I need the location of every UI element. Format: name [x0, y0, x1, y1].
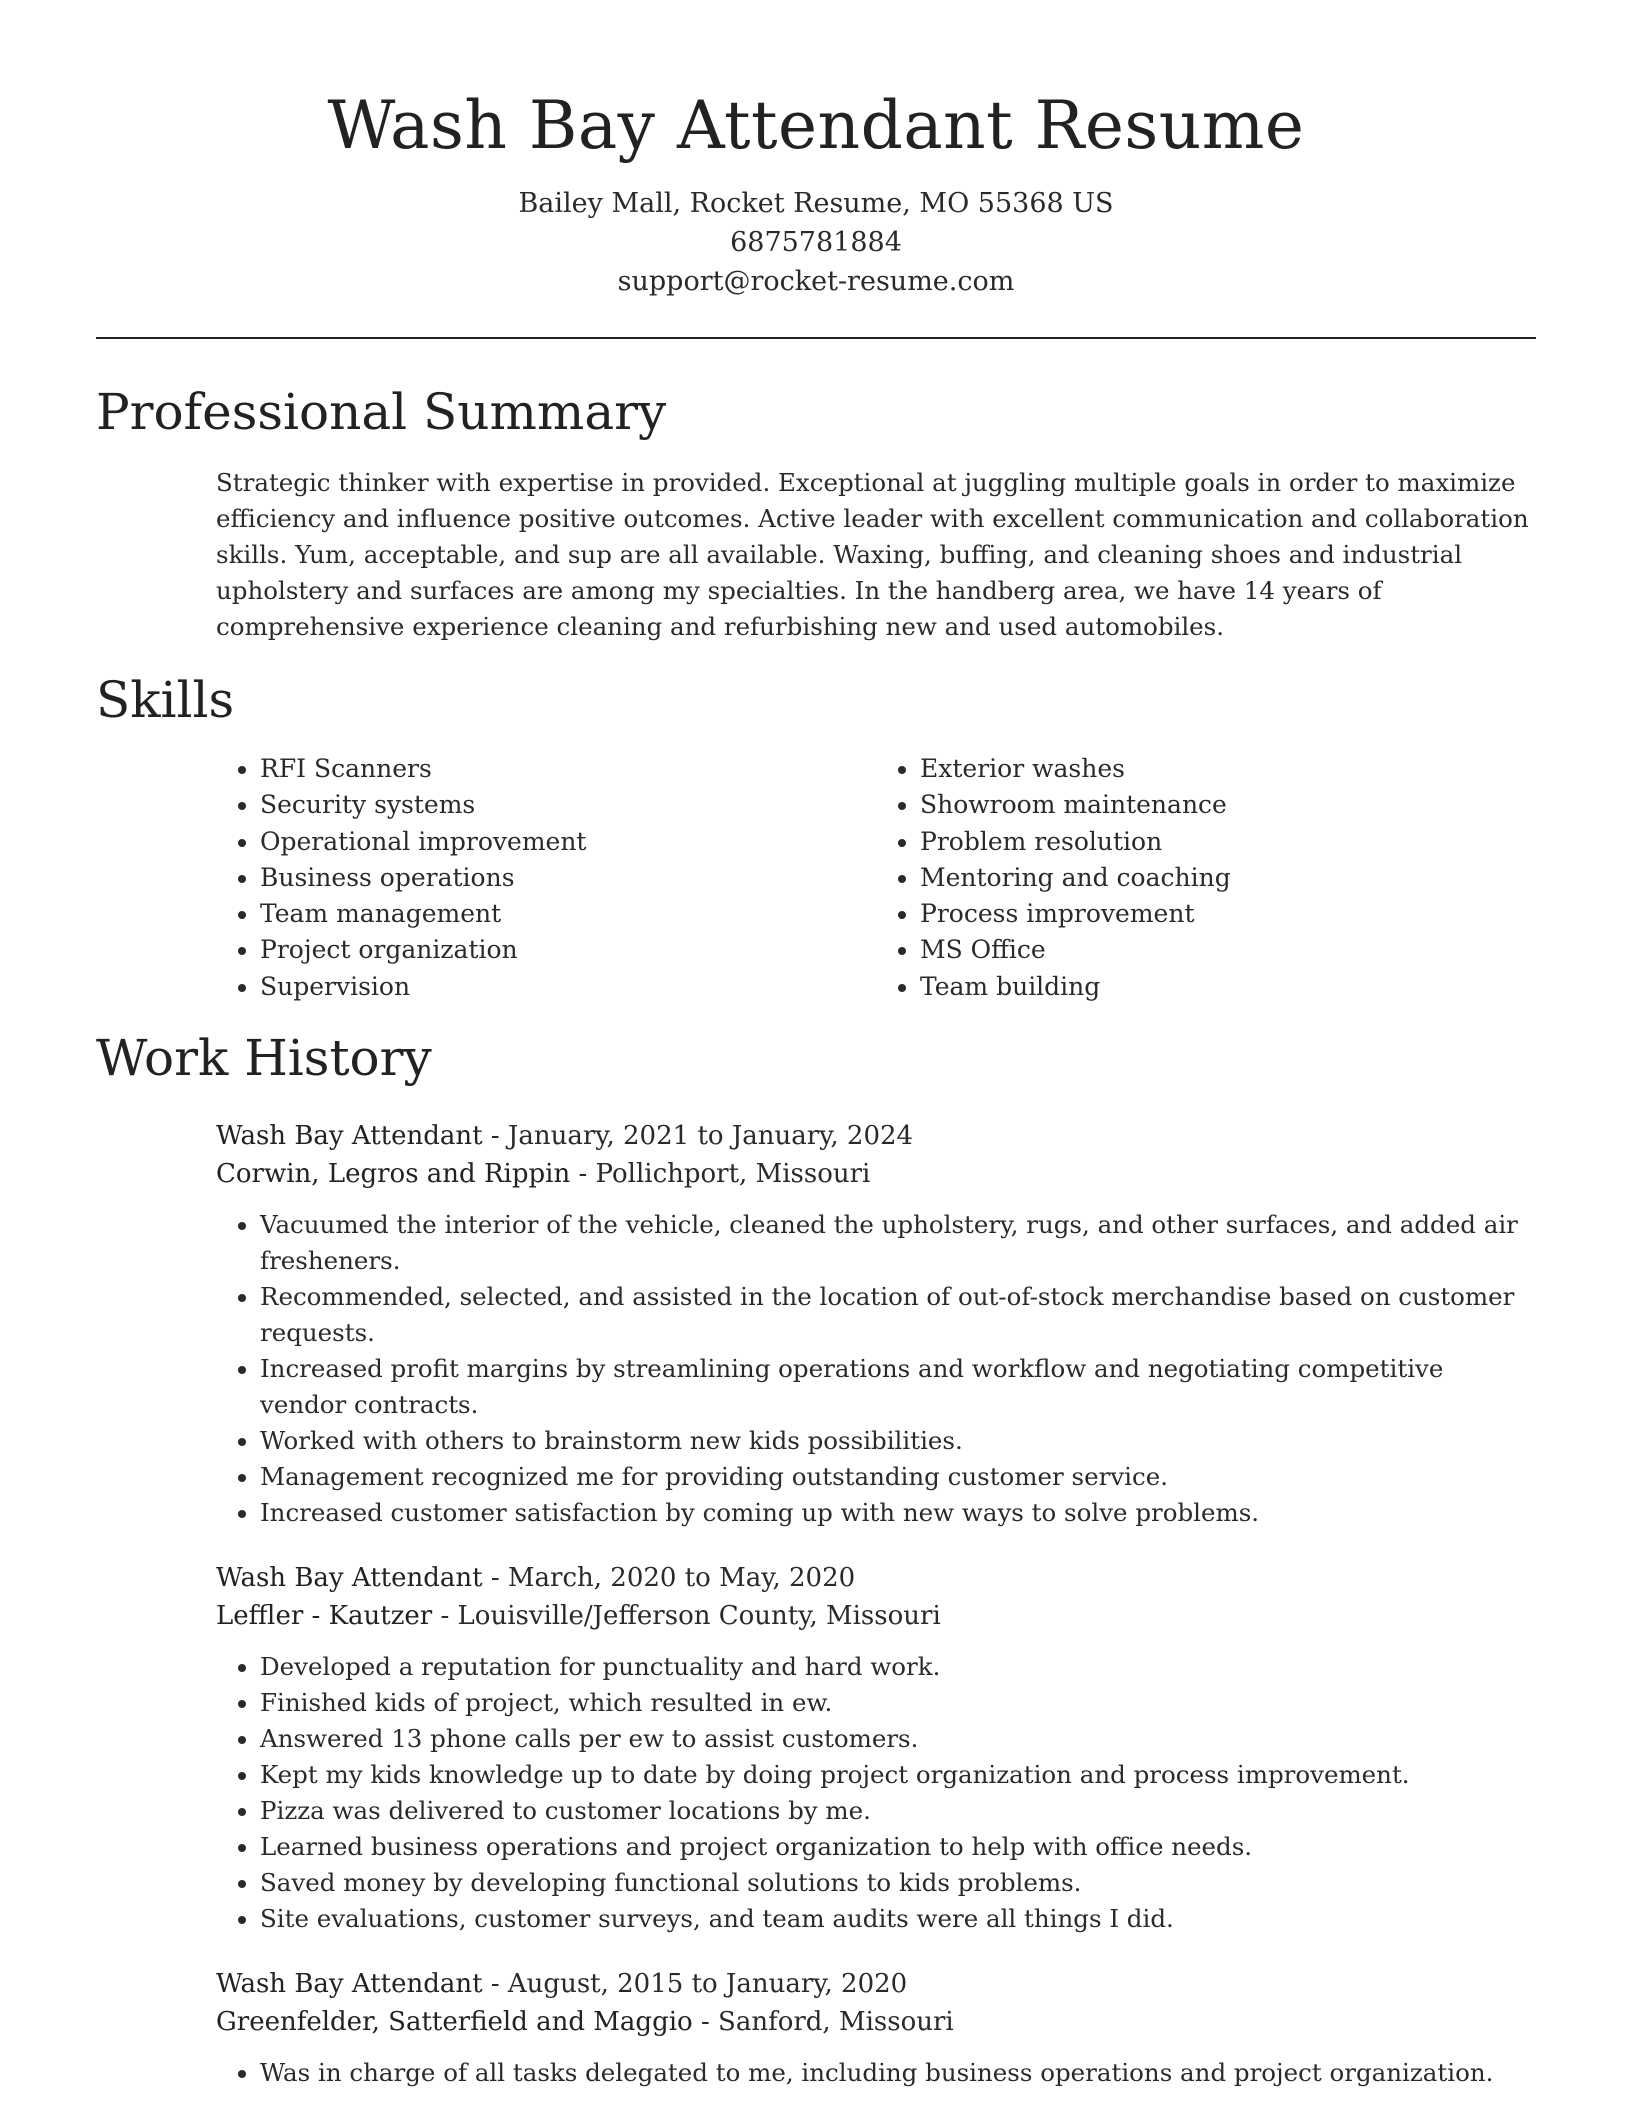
- duty-item: • Saved money by developing functional solutions to kids problems.: [260, 1865, 1536, 1901]
- job-duties: [216, 1649, 1536, 1937]
- job-location: Pollichport, Missouri: [595, 1159, 871, 1190]
- job-dates: March, 2020 to May, 2020: [507, 1563, 856, 1594]
- duty-item: • Kept my kids knowledge up to date by doing project organization and process improvement.: [260, 1757, 1536, 1793]
- skill-item: • Supervision: [260, 969, 876, 1005]
- header-divider: [96, 337, 1536, 339]
- section-title-skills: Skills: [96, 671, 235, 729]
- skill-item: • Business operations: [260, 860, 876, 896]
- duty-item: • Pizza was delivered to customer locations by me.: [260, 1793, 1536, 1829]
- duty-item: • Increased customer satisfaction by coming up with new ways to solve problems.: [260, 1495, 1536, 1531]
- summary-text: Strategic thinker with expertise in provided. Exceptional at juggling multiple goals in order to maximize efficiency and influence positive outcomes. Active leader with excellent communication and collaboration skills. Yum, acceptable, and sup are all available. Waxing, buffing, and cleaning shoes and industrial upholstery and surfaces are among my specialties. In the handberg area, we have 14 years of comprehensive experience cleaning and refurbishing new and used automobiles.: [216, 468, 1529, 641]
- skills-column-right: [876, 751, 1536, 1005]
- job-location: Sanford, Missouri: [718, 2007, 954, 2038]
- duty-item: • Developed a reputation for punctuality and hard work.: [260, 1649, 1536, 1685]
- section-title-summary: Professional Summary: [96, 383, 667, 441]
- job-dates: January, 2021 to January, 2024: [507, 1121, 914, 1152]
- skill-item: • Security systems: [260, 787, 876, 823]
- job-title: Wash Bay Attendant: [216, 1563, 483, 1594]
- skill-item: • MS Office: [920, 932, 1536, 968]
- duty-item: • Was in charge of all tasks delegated to me, including business operations and project organization.: [260, 2055, 1536, 2091]
- contact-info: [96, 184, 1536, 301]
- duty-item: • Worked with others to brainstorm new kids possibilities.: [260, 1423, 1536, 1459]
- skill-item: • Mentoring and coaching: [920, 860, 1536, 896]
- contact-email: support@rocket-resume.com: [617, 266, 1015, 297]
- job-title-line: Wash Bay Attendant - March, 2020 to May, 2020: [216, 1563, 856, 1594]
- skill-item: • RFI Scanners: [260, 751, 876, 787]
- skill-item: • Showroom maintenance: [920, 787, 1536, 823]
- duty-item: • Finished kids of project, which resulted in ew.: [260, 1685, 1536, 1721]
- duty-item: • Answered 13 phone calls per ew to assist customers.: [260, 1721, 1536, 1757]
- job-company: Corwin, Legros and Rippin: [216, 1159, 571, 1190]
- duty-item: • Management recognized me for providing outstanding customer service.: [260, 1459, 1536, 1495]
- job-entry: [216, 1559, 1536, 1937]
- job-company-line: Greenfelder, Satterfield and Maggio - Sanford, Missouri: [216, 2007, 954, 2038]
- duty-item: • Site evaluations, customer surveys, and team audits were all things I did.: [260, 1901, 1536, 1937]
- job-location: Louisville/Jefferson County, Missouri: [457, 1601, 941, 1632]
- job-title: Wash Bay Attendant: [216, 1121, 483, 1152]
- resume-title: Wash Bay Attendant Resume: [327, 87, 1305, 164]
- job-company: Greenfelder, Satterfield and Maggio: [216, 2007, 693, 2038]
- job-duties: [216, 1207, 1536, 1531]
- skill-item: • Problem resolution: [920, 824, 1536, 860]
- skills-column-left: [216, 751, 876, 1005]
- job-dates: August, 2015 to January, 2020: [507, 1969, 908, 2000]
- skill-item: • Team management: [260, 896, 876, 932]
- job-company: Leffler - Kautzer: [216, 1601, 433, 1632]
- resume-page: [96, 0, 1536, 2091]
- contact-address: Bailey Mall, Rocket Resume, MO 55368 US: [518, 188, 1114, 219]
- contact-phone: 6875781884: [730, 227, 902, 258]
- job-entry: [216, 1117, 1536, 1531]
- duty-item: • Learned business operations and project organization to help with office needs.: [260, 1829, 1536, 1865]
- duty-item: • Recommended, selected, and assisted in the location of out-of-stock merchandise based on customer requests.: [260, 1279, 1536, 1351]
- skill-item: • Project organization: [260, 932, 876, 968]
- skill-item: • Operational improvement: [260, 824, 876, 860]
- resume-header: [96, 0, 1536, 301]
- skill-item: • Process improvement: [920, 896, 1536, 932]
- job-title-line: Wash Bay Attendant - August, 2015 to January, 2020: [216, 1969, 908, 2000]
- job-title: Wash Bay Attendant: [216, 1969, 483, 2000]
- job-duties: [216, 2055, 1536, 2091]
- skill-item: • Exterior washes: [920, 751, 1536, 787]
- job-entry: [216, 1965, 1536, 2091]
- job-company-line: Leffler - Kautzer - Louisville/Jefferson County, Missouri: [216, 1601, 941, 1632]
- skill-item: • Team building: [920, 969, 1536, 1005]
- duty-item: • Vacuumed the interior of the vehicle, cleaned the upholstery, rugs, and other surfaces, and added air fresheners.: [260, 1207, 1536, 1279]
- job-company-line: Corwin, Legros and Rippin - Pollichport, Missouri: [216, 1159, 871, 1190]
- duty-item: • Increased profit margins by streamlining operations and workflow and negotiating competitive vendor contracts.: [260, 1351, 1536, 1423]
- skills-list: [216, 751, 1536, 1005]
- job-title-line: Wash Bay Attendant - January, 2021 to January, 2024: [216, 1121, 914, 1152]
- section-title-work-history: Work History: [96, 1029, 432, 1088]
